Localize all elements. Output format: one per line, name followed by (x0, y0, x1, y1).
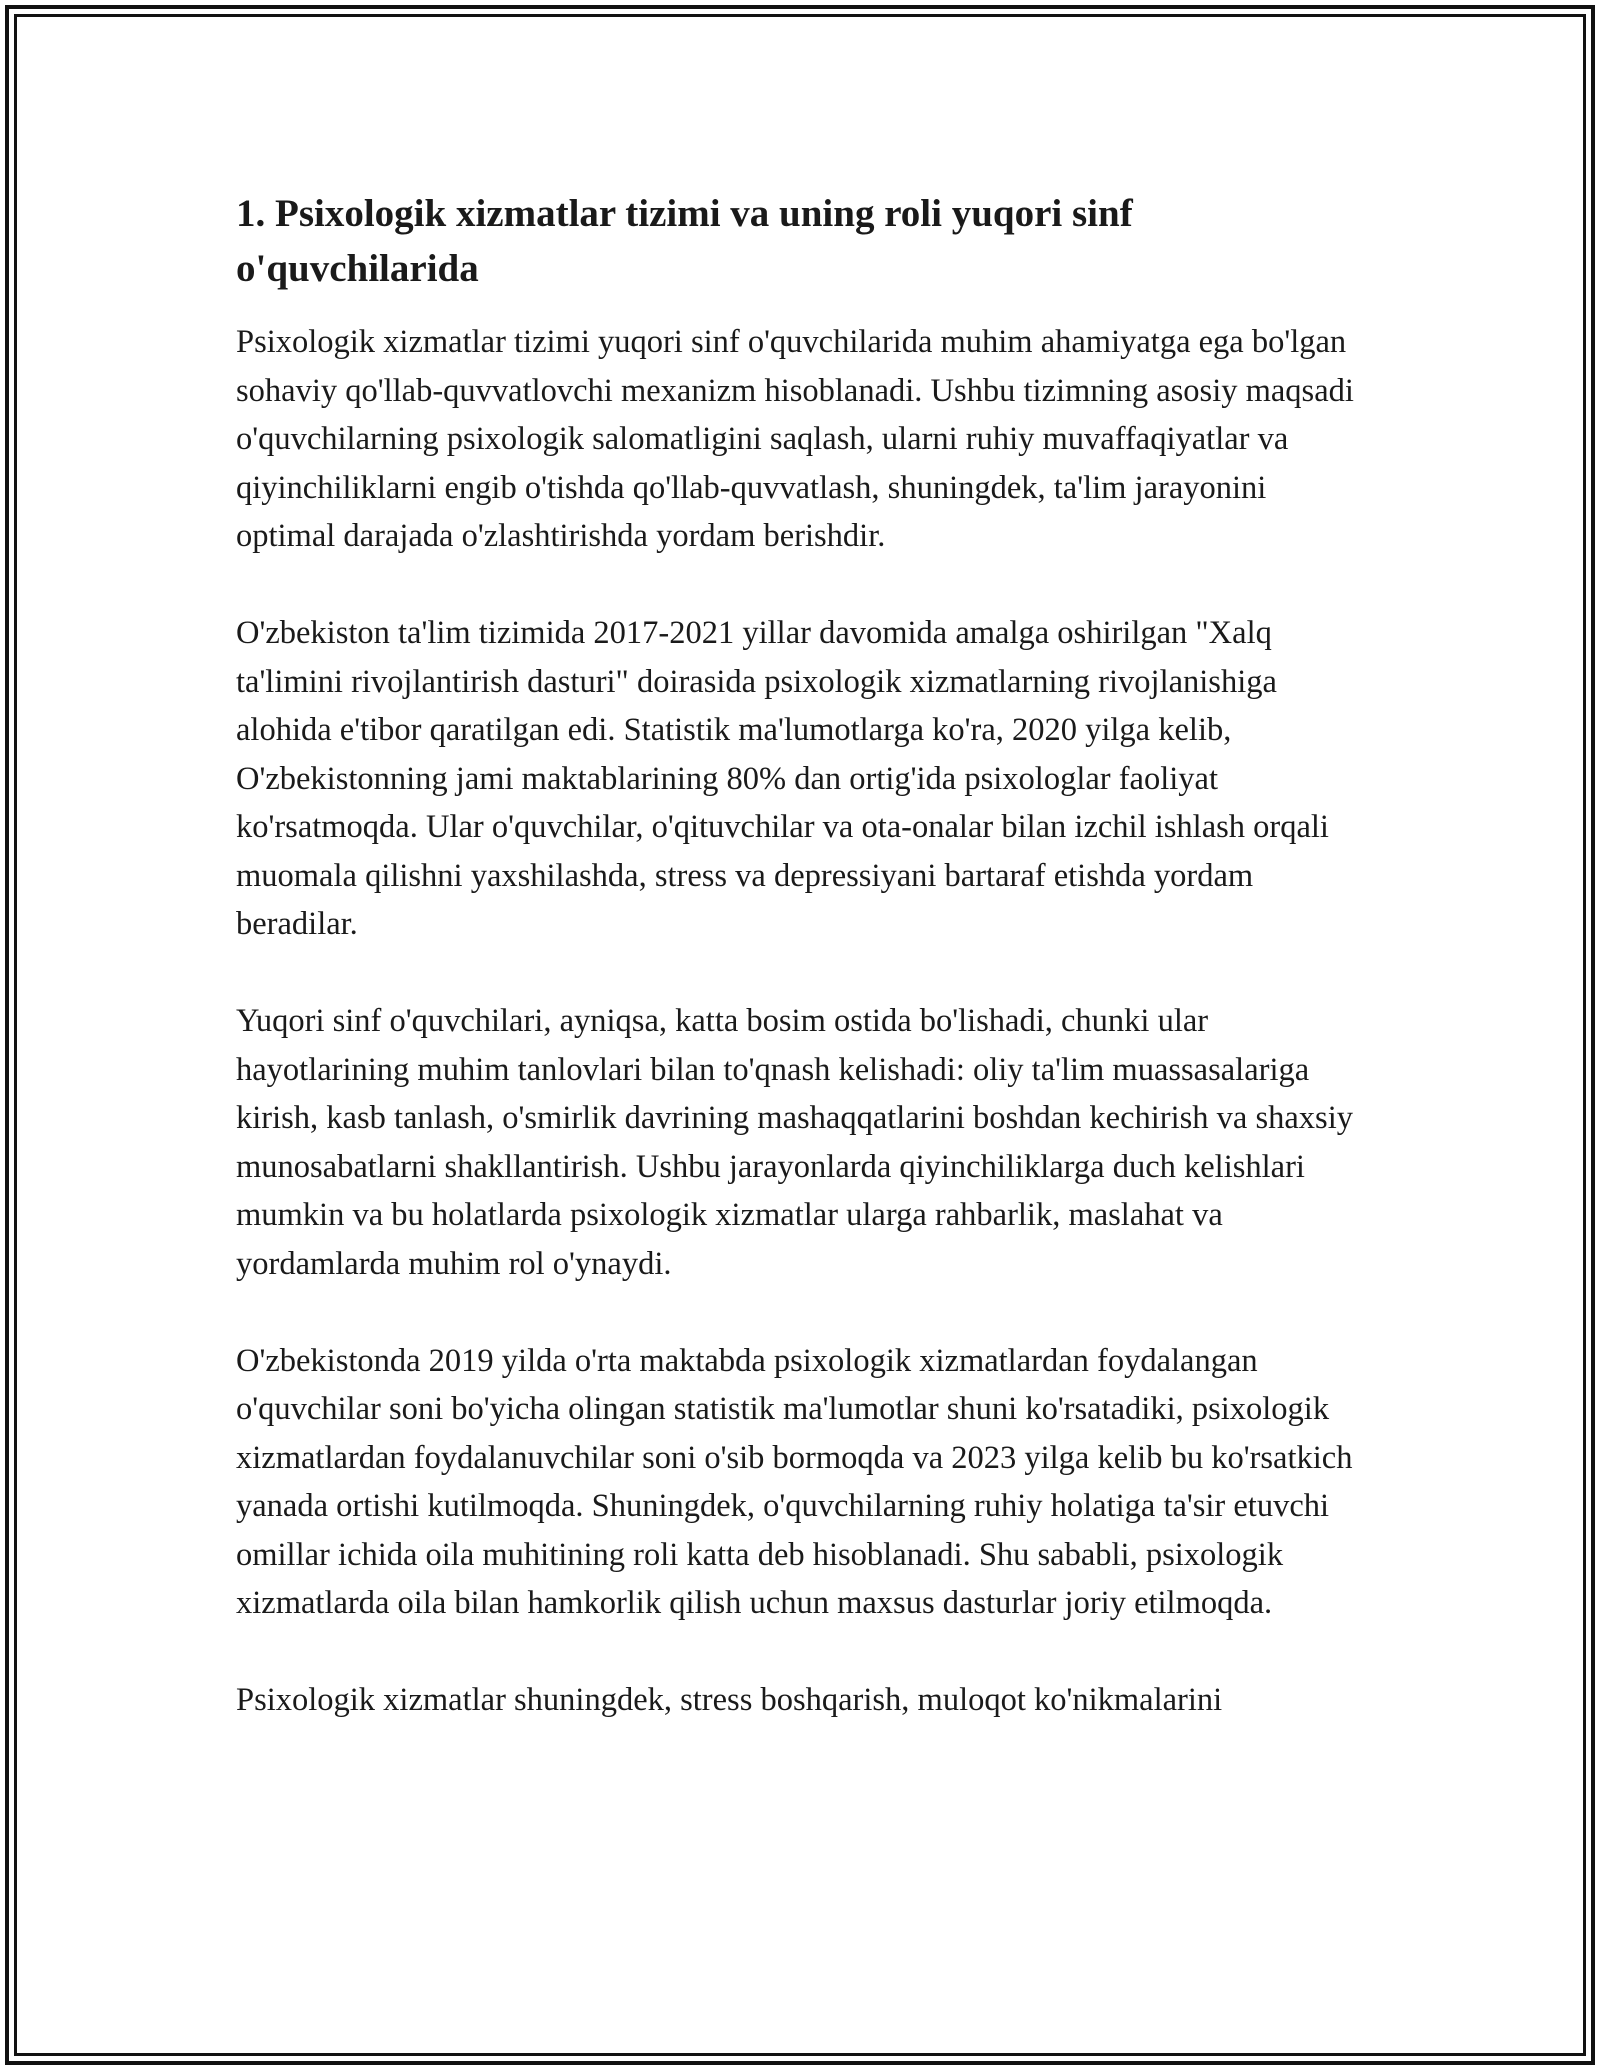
paragraph-5: Psixologik xizmatlar shuningdek, stress boshqarish, muloqot ko'nikmalarini (236, 1682, 1223, 1718)
paragraph-2: O'zbekiston ta'lim tizimida 2017-2021 yillar davomida amalga oshirilgan "Xalq ta'limini rivojlantirish dasturi" doirasida psixologik xizmatlarning rivojlanishiga alohida e'tibor qaratilgan edi. Statistik ma'lumotlarga ko'ra, 2020 yilga kelib, O'zbekistonning jami maktablarining 80% dan ortig'ida psixologlar faoliyat ko'rsatmoqda. Ular o'quvchilar, o'qituvchilar va ota-onalar bilan izchil ishlash orqali muomala qilishni yaxshilashda, stress va depressiyani bartaraf etishda yordam beradilar. (236, 615, 1329, 942)
paragraph-1: Psixologik xizmatlar tizimi yuqori sinf o'quvchilarida muhim ahamiyatga ega bo'lgan sohaviy qo'llab-quvvatlovchi mexanizm hisoblanadi. Ushbu tizimning asosiy maqsadi o'quvchilarning psixologik salomatligini saqlash, ularni ruhiy muvaffaqiyatlar va qiyinchiliklarni engib o'tishda qo'llab-quvvatlash, shuningdek, ta'lim jarayonini optimal darajada o'zlashtirishda yordam berishdir. (236, 324, 1354, 554)
document-body (236, 186, 1356, 1773)
section-heading: 1. Psixologik xizmatlar tizimi va uning roli yuqori sinf o'quvchilarida (236, 192, 1133, 290)
paragraph-3: Yuqori sinf o'quvchilari, ayniqsa, katta bosim ostida bo'lishadi, chunki ular hayotlarining muhim tanlovlari bilan to'qnash kelishadi: oliy ta'lim muassasalariga kirish, kasb tanlash, o'smirlik davrining mashaqqatlarini boshdan kechirish va shaxsiy munosabatlarni shakllantirish. Ushbu jarayonlarda qiyinchiliklarga duch kelishlari mumkin va bu holatlarda psixologik xizmatlar ularga rahbarlik, maslahat va yordamlarda muhim rol o'ynaydi. (236, 1003, 1353, 1282)
paragraph-4: O'zbekistonda 2019 yilda o'rta maktabda psixologik xizmatlardan foydalangan o'quvchilar soni bo'yicha olingan statistik ma'lumotlar shuni ko'rsatadiki, psixologik xizmatlardan foydalanuvchilar soni o'sib bormoqda va 2023 yilga kelib bu ko'rsatkich yanada ortishi kutilmoqda. Shuningdek, o'quvchilarning ruhiy holatiga ta'sir etuvchi omillar ichida oila muhitining roli katta deb hisoblanadi. Shu sababli, psixologik xizmatlarda oila bilan hamkorlik qilish uchun maxsus dasturlar joriy etilmoqda. (236, 1342, 1353, 1621)
